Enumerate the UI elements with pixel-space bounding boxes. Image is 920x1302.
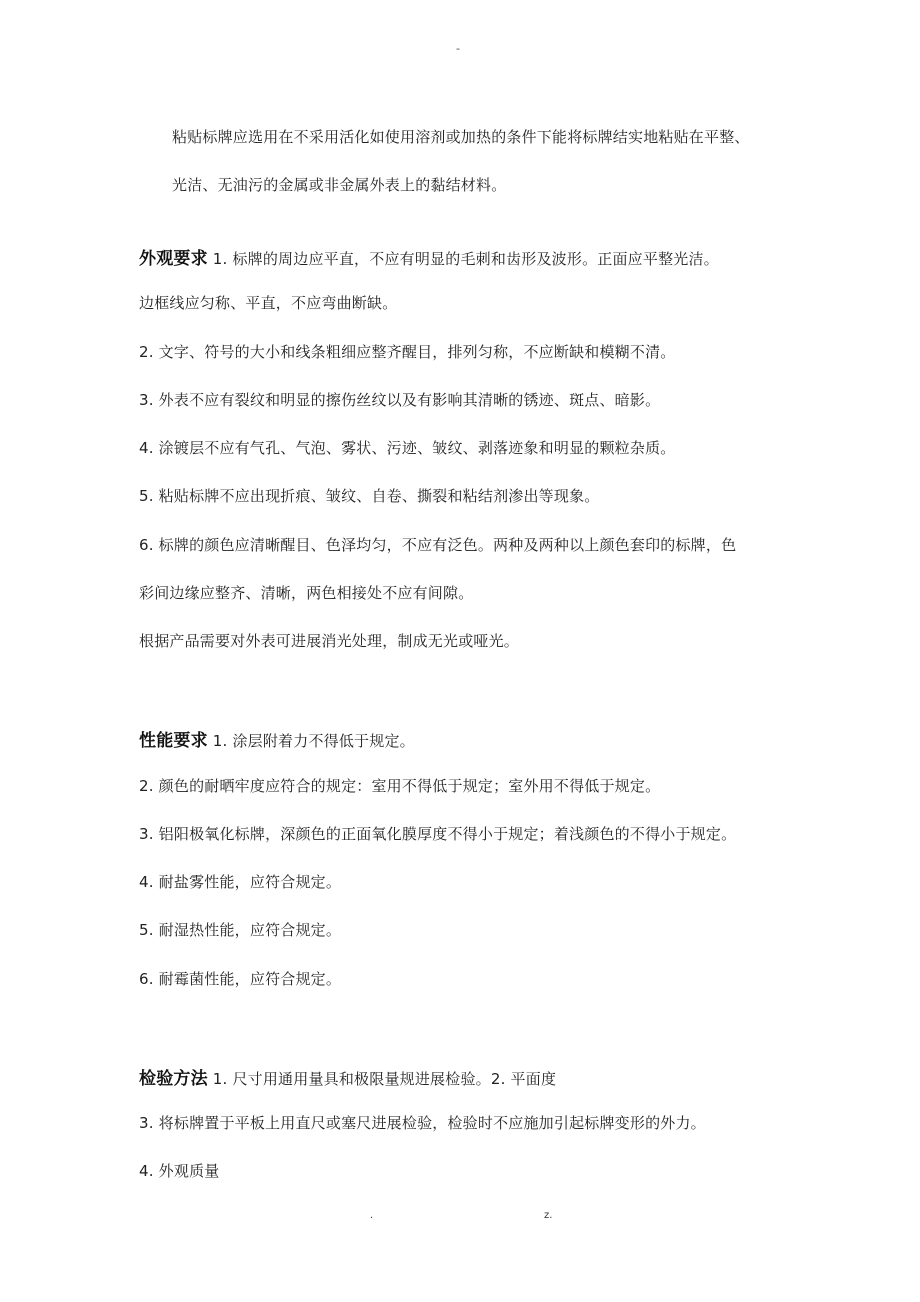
performance-item-1-line	[139, 726, 415, 751]
footer-right-mark: z.	[544, 1210, 553, 1221]
performance-item-1: 1. 涂层附着力不得低于规定。	[212, 732, 415, 750]
appearance-item-1-line	[139, 244, 719, 269]
appearance-item-2: 2. 文字、符号的大小和线条粗细应整齐醒目，排列匀称，不应断缺和模糊不清。	[139, 343, 676, 361]
appearance-item-5: 5. 粘贴标牌不应出现折痕、皱纹、自卷、撕裂和粘结剂渗出等现象。	[139, 487, 600, 505]
inspection-item-1: 1. 尺寸用通用量具和极限量规进展检验。2. 平面度	[212, 1070, 557, 1088]
appearance-note: 根据产品需要对外表可进展消光处理，制成无光或哑光。	[139, 632, 520, 650]
appearance-item-4: 4. 涂镀层不应有气孔、气泡、雾状、污迹、皱纹、剥落迹象和明显的颗粒杂质。	[139, 439, 676, 457]
performance-item-2: 2. 颜色的耐晒牢度应符合的规定：室用不得低于规定；室外用不得低于规定。	[139, 777, 661, 795]
inspection-item-1-line	[139, 1064, 556, 1089]
inspection-item-3: 3. 将标牌置于平板上用直尺或塞尺进展检验，检验时不应施加引起标牌变形的外力。	[139, 1114, 706, 1132]
appearance-item-6-cont: 彩间边缘应整齐、清晰，两色相接处不应有间隙。	[139, 584, 474, 602]
appearance-item-3: 3. 外表不应有裂纹和明显的擦伤丝纹以及有影响其清晰的锈迹、斑点、暗影。	[139, 391, 661, 409]
performance-item-6: 6. 耐霉菌性能，应符合规定。	[139, 970, 342, 988]
performance-item-5: 5. 耐湿热性能，应符合规定。	[139, 921, 342, 939]
performance-heading: 性能要求	[139, 731, 208, 751]
header-mark: -	[456, 42, 460, 55]
appearance-item-6: 6. 标牌的颜色应清晰醒目、色泽均匀，不应有泛色。两种及两种以上颜色套印的标牌，色	[139, 536, 737, 554]
performance-item-4: 4. 耐盐雾性能，应符合规定。	[139, 873, 342, 891]
appearance-heading: 外观要求	[139, 249, 208, 269]
intro-line-2: 光洁、无油污的金属或非金属外表上的黏结材料。	[172, 176, 507, 194]
appearance-item-1: 1. 标牌的周边应平直，不应有明显的毛刺和齿形及波形。正面应平整光洁。	[212, 250, 719, 268]
performance-item-3: 3. 铝阳极氧化标牌，深颜色的正面氧化膜厚度不得小于规定；着浅颜色的不得小于规定。	[139, 825, 737, 843]
intro-line-1: 粘贴标牌应选用在不采用活化如使用溶剂或加热的条件下能将标牌结实地粘贴在平整、	[172, 128, 750, 146]
inspection-heading: 检验方法	[139, 1069, 208, 1089]
inspection-item-4: 4. 外观质量	[139, 1162, 220, 1180]
appearance-item-1-cont: 边框线应匀称、平直，不应弯曲断缺。	[139, 294, 398, 312]
footer-left-mark: .	[370, 1210, 374, 1221]
